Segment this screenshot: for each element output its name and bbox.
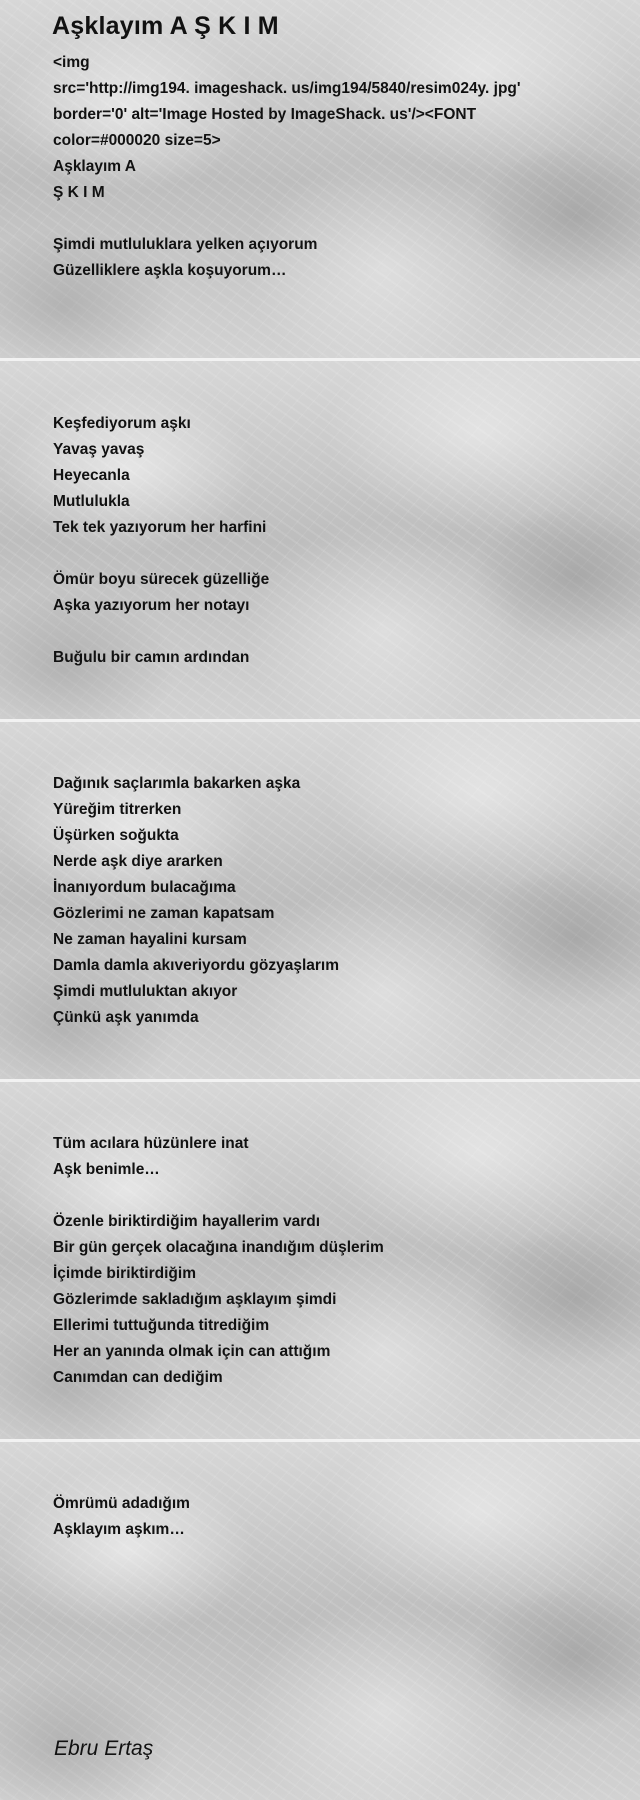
poem-line: Mutlulukla: [53, 493, 130, 510]
poem-line: Gözlerimi ne zaman kapatsam: [53, 905, 275, 922]
poem-line: İçimde biriktirdiğim: [53, 1265, 196, 1282]
poem-line: Heyecanla: [53, 467, 130, 484]
poem-line: Buğulu bir camın ardından: [53, 649, 250, 666]
poem-line: İnanıyordum bulacağıma: [53, 879, 236, 896]
poem-line: [53, 206, 613, 232]
poem-line: Ömür boyu sürecek güzelliğe: [53, 571, 270, 588]
poem-line: Yavaş yavaş: [53, 441, 145, 458]
poem-line: Nerde aşk diye ararken: [53, 853, 223, 870]
poem-line: [53, 619, 613, 645]
stanza-1: [53, 50, 613, 284]
poem-line: border='0' alt='Image Hosted by ImageShack. us'/><FONT: [53, 106, 477, 123]
poem-line: Aşka yazıyorum her notayı: [53, 597, 250, 614]
poem-line: Keşfediyorum aşkı: [53, 415, 191, 432]
stanza-2: [53, 411, 613, 671]
poem-line: [53, 1183, 613, 1209]
poem-line: Gözlerimde sakladığım aşklayım şimdi: [53, 1291, 337, 1308]
poem-line: Tüm acılara hüzünlere inat: [53, 1135, 249, 1152]
poem-line: Aşklayım A: [53, 158, 136, 175]
poem-line: Şimdi mutluluklara yelken açıyorum: [53, 236, 318, 253]
poem-line: Güzelliklere aşkla koşuyorum…: [53, 262, 287, 279]
poem-title: Aşklayım A Ş K I M: [52, 12, 279, 40]
poem-line: Canımdan can dediğim: [53, 1369, 223, 1386]
poem-line: Şimdi mutluluktan akıyor: [53, 983, 238, 1000]
poem-line: [53, 541, 613, 567]
poem-line: <img: [53, 54, 90, 71]
poem-line: Ne zaman hayalini kursam: [53, 931, 247, 948]
poem-line: Ş K I M: [53, 184, 105, 201]
stanza-3: [53, 771, 613, 1031]
stanza-4: [53, 1131, 613, 1391]
poem-line: Aşklayım aşkım…: [53, 1521, 185, 1538]
poem-line: Ömrümü adadığım: [53, 1495, 190, 1512]
poem-line: Damla damla akıveriyordu gözyaşlarım: [53, 957, 340, 974]
poem-line: Özenle biriktirdiğim hayallerim vardı: [53, 1213, 321, 1230]
stanza-5: [53, 1491, 613, 1543]
poem-line: Dağınık saçlarımla bakarken aşka: [53, 775, 301, 792]
poem-line: Üşürken soğukta: [53, 827, 179, 844]
poem-line: Yüreğim titrerken: [53, 801, 182, 818]
poem-line: color=#000020 size=5>: [53, 132, 221, 149]
poem-line: Ellerimi tuttuğunda titrediğim: [53, 1317, 270, 1334]
poem-line: src='http://img194. imageshack. us/img194/5840/resim024y. jpg': [53, 80, 521, 97]
poem-line: Tek tek yazıyorum her harfini: [53, 519, 267, 536]
poem-line: Çünkü aşk yanımda: [53, 1009, 199, 1026]
author-signature: Ebru Ertaş: [54, 1737, 154, 1760]
poem-line: Her an yanında olmak için can attığım: [53, 1343, 331, 1360]
poem-line: Aşk benimle…: [53, 1161, 160, 1178]
poem-line: Bir gün gerçek olacağına inandığım düşlerim: [53, 1239, 384, 1256]
